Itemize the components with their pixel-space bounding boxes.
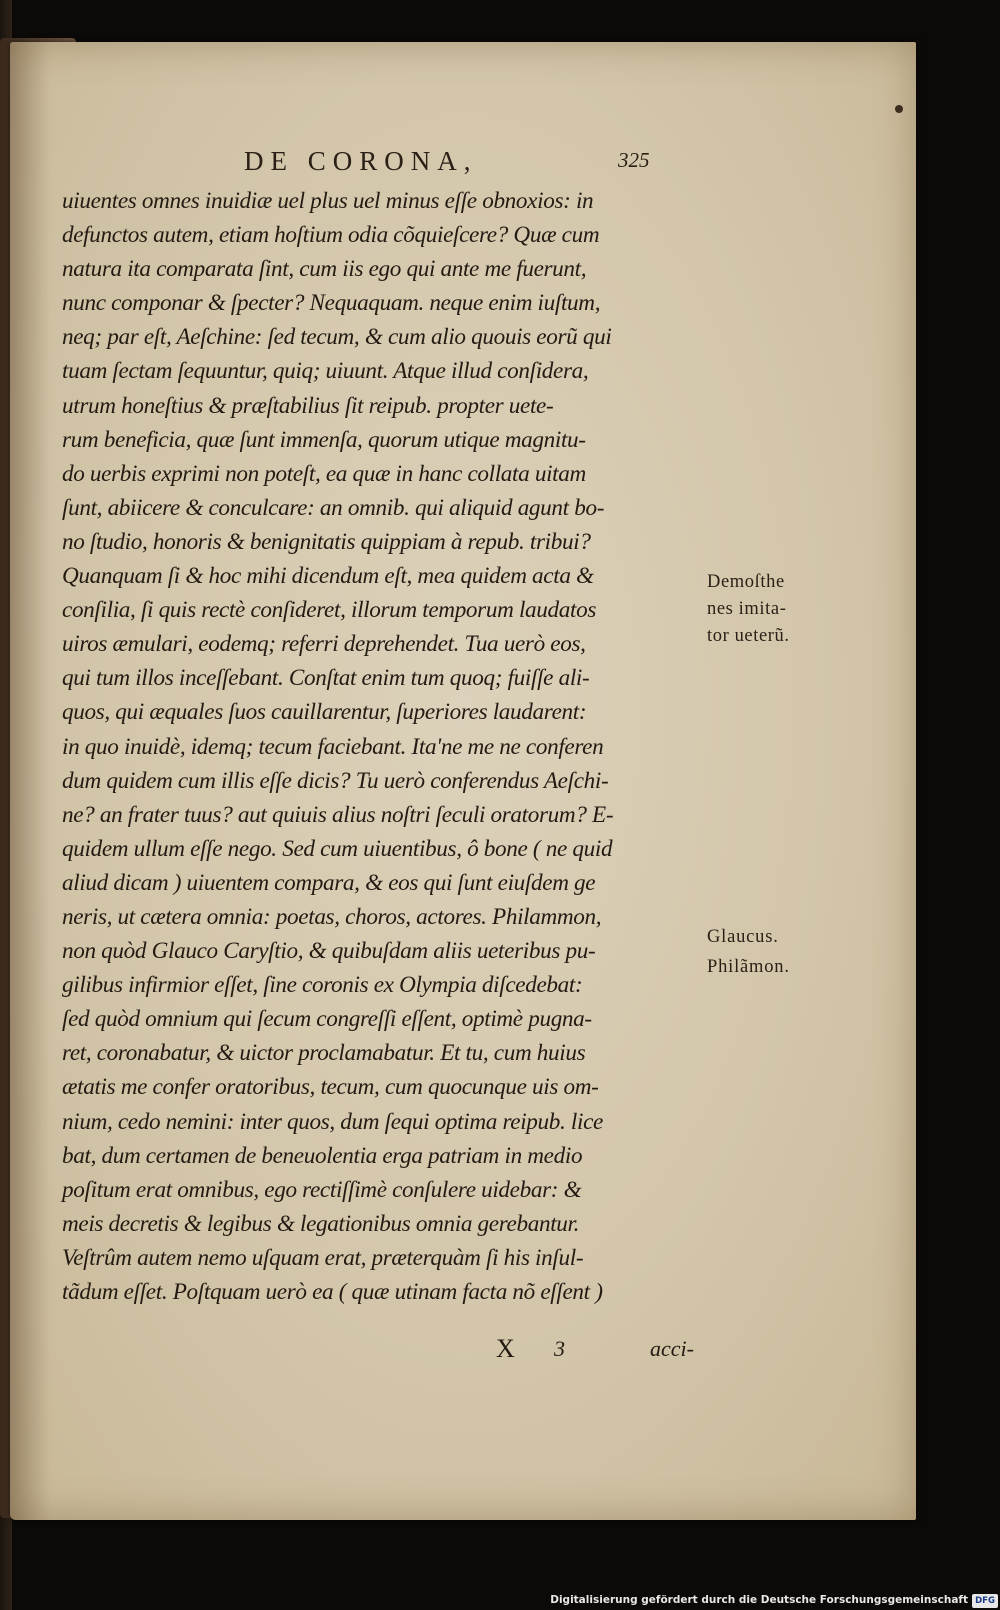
- text-line: ret, coronabatur, & uictor proclamabatur. Et tu, cum huius: [62, 1040, 586, 1067]
- text-line: natura ita comparata ſint, cum iis ego qui ante me fuerunt,: [62, 256, 587, 283]
- text-line: ſed quòd omnium qui ſecum congreſſi eſſent, optimè pugna-: [62, 1006, 592, 1033]
- margin-note-line: Philãmon.: [707, 957, 790, 977]
- text-line: neq; par eſt, Aeſchine: ſed tecum, & cum alio quouis eorũ qui: [62, 324, 612, 351]
- signature-mark: X: [496, 1334, 515, 1363]
- text-line: no ſtudio, honoris & benignitatis quippiam à repub. tribui?: [62, 528, 591, 555]
- text-line: defunctos autem, etiam hoſtium odia cõquieſcere? Quæ cum: [62, 222, 600, 249]
- text-line: ſunt, abiicere & conculcare: an omnib. qui aliquid agunt bo-: [62, 494, 605, 521]
- running-head: [10, 146, 916, 186]
- text-line: neris, ut cætera omnia: poetas, choros, actores. Philammon,: [62, 903, 602, 930]
- footer-credit: Digitalisierung gefördert durch die Deutsche Forschungsgemeinschaft: [550, 1594, 968, 1606]
- book-page: [10, 42, 916, 1520]
- margin-note-line: Demoſthe: [707, 572, 785, 592]
- text-line: Quanquam ſi & hoc mihi dicendum eſt, mea quidem acta &: [62, 563, 594, 590]
- catchword: acci-: [650, 1336, 694, 1361]
- text-line: rum beneficia, quæ ſunt immenſa, quorum utique magnitu-: [62, 426, 586, 453]
- text-line: tuam ſectam ſequuntur, quiq; uiuunt. Atque illud conſidera,: [62, 358, 589, 385]
- text-line: qui tum illos inceſſebant. Conſtat enim tum quoq; fuiſſe ali-: [62, 665, 590, 692]
- text-line: ætatis me confer oratoribus, tecum, cum quocunque uis om-: [62, 1074, 599, 1101]
- running-title: DE CORONA,: [244, 146, 478, 176]
- margin-note-line: Glaucus.: [707, 927, 779, 947]
- text-line: in quo inuidè, idemq; tecum faciebant. Ita'ne me ne conferen: [62, 733, 604, 760]
- text-line: bat, dum certamen de beneuolentia erga patriam in medio: [62, 1142, 583, 1169]
- page-number: 325: [618, 148, 650, 172]
- text-line: Veſtrûm autem nemo uſquam erat, præterquàm ſi his inſul-: [62, 1244, 584, 1271]
- signature-number: 3: [554, 1336, 565, 1361]
- text-line: uiros æmulari, eodemq; referri deprehendet. Tua uerò eos,: [62, 631, 586, 658]
- signature-line: [10, 1334, 916, 1370]
- text-line: gilibus infirmior eſſet, ſine coronis ex Olympia diſcedebat:: [62, 972, 583, 999]
- text-line: uiuentes omnes inuidiæ uel plus uel minus eſſe obnoxios: in: [62, 188, 594, 214]
- text-line: quos, qui æquales ſuos cauillarentur, ſuperiores laudarent:: [62, 699, 587, 726]
- dfg-logo: DFG: [972, 1594, 998, 1608]
- margin-note-line: tor ueterũ.: [707, 626, 790, 646]
- text-line: do uerbis exprimi non poteſt, ea quæ in hanc collata uitam: [62, 460, 586, 487]
- margin-note-line: nes imita-: [707, 599, 787, 619]
- text-line: dum quidem cum illis eſſe dicis? Tu uerò conferendus Aeſchi-: [62, 767, 609, 794]
- text-line: meis decretis & legibus & legationibus omnia gerebantur.: [62, 1210, 580, 1237]
- ink-dot: [895, 105, 903, 113]
- text-line: aliud dicam ) uiuentem compara, & eos qui ſunt eiuſdem ge: [62, 869, 596, 896]
- text-line: tãdum eſſet. Poſtquam uerò ea ( quæ utinam facta nõ eſſent ): [62, 1279, 603, 1305]
- text-line: nium, cedo nemini: inter quos, dum ſequi optima reipub. lice: [62, 1108, 603, 1135]
- text-line: nunc componar & ſpecter? Nequaquam. neque enim iuſtum,: [62, 290, 601, 317]
- text-line: ne? an frater tuus? aut quiuis alius noſtri ſeculi oratorum? E-: [62, 801, 614, 828]
- margin-note-demosthenes: [707, 569, 790, 650]
- text-line: quidem ullum eſſe nego. Sed cum uiuentibus, ô bone ( ne quid: [62, 835, 613, 862]
- body-text: [62, 184, 722, 1309]
- text-line: non quòd Glauco Caryſtio, & quibuſdam aliis ueteribus pu-: [62, 938, 596, 965]
- text-line: poſitum erat omnibus, ego rectiſſimè conſulere uidebar: &: [62, 1176, 582, 1203]
- text-line: conſilia, ſi quis rectè conſideret, illorum temporum laudatos: [62, 597, 597, 624]
- margin-note-glaucus: [707, 922, 790, 982]
- text-line: utrum honeſtius & præſtabilius ſit reipub. propter uete-: [62, 392, 554, 419]
